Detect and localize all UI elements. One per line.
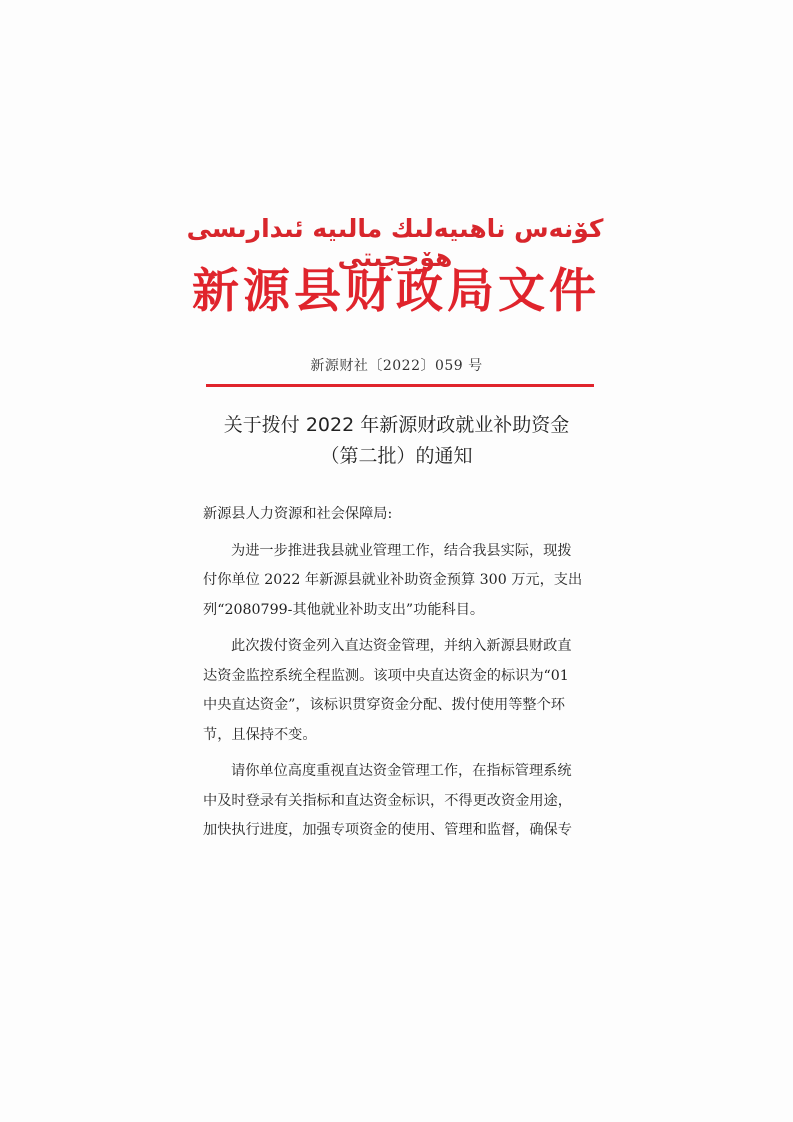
paragraph-line: 请你单位高度重视直达资金管理工作，在指标管理系统	[231, 763, 572, 779]
paragraph-line: 达资金监控系统全程监测。该项中央直达资金的标识为“01	[203, 667, 569, 684]
paragraph-line: 加快执行进度，加强专项资金的使用、管理和监督，确保专	[203, 822, 572, 838]
paragraph-line: 列“2080799-其他就业补助支出”功能科目。	[203, 601, 485, 618]
paragraph-2	[203, 632, 595, 750]
paragraph-line: 节，且保持不变。	[203, 726, 317, 743]
red-divider-line	[206, 384, 594, 387]
notice-subject	[200, 410, 593, 472]
paragraph-line: 付你单位 2022 年新源县就业补助资金预算 300 万元，支出	[203, 572, 583, 588]
paragraph-line: 中及时登录有关指标和直达资金标识，不得更改资金用途，	[203, 792, 572, 809]
paragraph-line: 中央直达资金”，该标识贯穿资金分配、拨付使用等整个环	[203, 697, 565, 713]
paragraph-line: 为进一步推进我县就业管理工作，结合我县实际，现拨	[231, 542, 572, 559]
paragraph-line: 此次拨付资金列入直达资金管理，并纳入新源县财政直	[231, 638, 572, 654]
notice-body	[203, 500, 595, 846]
uyghur-header-title: كۆنەس ناھىيەلىك مالىيە ئىدارىسى ھۆججىتى	[186, 214, 604, 272]
subject-line-2: （第二批）的通知	[320, 445, 473, 467]
document-number: 新源财社〔2022〕059 号	[310, 358, 483, 374]
paragraph-1	[203, 537, 595, 626]
document-header-title: 新源县财政局文件	[192, 264, 600, 319]
paragraph-3	[203, 757, 595, 846]
subject-line-1: 关于拨付 2022 年新源财政就业补助资金	[223, 414, 570, 436]
addressee: 新源县人力资源和社会保障局:	[203, 506, 393, 522]
